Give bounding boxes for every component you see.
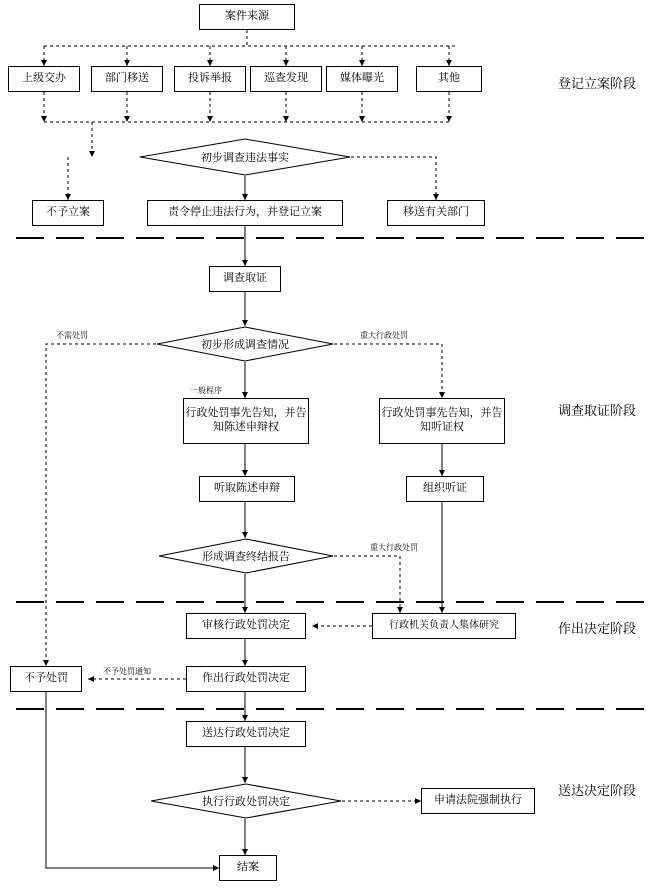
node-execute-penalty-decision-label: 执行行政处罚决定 — [202, 796, 290, 808]
node-make-penalty-decision[interactable] — [186, 666, 306, 692]
stage-label-service: 送达决定阶段 — [558, 783, 637, 798]
node-order-stop-illegal[interactable] — [147, 200, 343, 226]
node-final-investigation-report-label: 形成调查终结报告 — [202, 551, 290, 563]
node-form-investigation-label: 初步形成调查情况 — [201, 339, 289, 351]
node-label: 投诉举报 — [188, 72, 232, 85]
stage-label-decision: 作出决定阶段 — [558, 621, 637, 636]
node-apply-court-enforcement[interactable] — [421, 788, 535, 814]
stage-label-investigation: 调查取证阶段 — [558, 403, 637, 418]
node-investigate-evidence[interactable] — [209, 266, 281, 292]
node-organize-hearing[interactable] — [406, 476, 484, 502]
node-complaint-report[interactable] — [174, 66, 246, 92]
edge-label-no-penalty-needed: 不需处罚 — [56, 331, 88, 340]
node-label: 移送有关部门 — [403, 206, 469, 219]
node-label: 申请法院强制执行 — [434, 794, 522, 807]
node-no-penalty[interactable] — [10, 666, 82, 692]
node-label: 上级交办 — [22, 72, 66, 85]
node-label: 不予立案 — [46, 206, 90, 219]
node-label: 调查取证 — [223, 272, 267, 285]
node-label: 作出行政处罚决定 — [202, 672, 290, 685]
node-label: 其他 — [438, 72, 460, 85]
node-label: 组织听证 — [423, 482, 467, 495]
node-collective-research[interactable] — [372, 613, 516, 639]
node-label: 巡查发现 — [264, 72, 308, 85]
node-other-source[interactable] — [416, 66, 482, 92]
node-label: 听取陈述申辩 — [214, 482, 280, 495]
node-hear-statement-defense[interactable] — [199, 476, 295, 502]
stage-label-registration: 登记立案阶段 — [558, 76, 637, 91]
node-label: 送达行政处罚决定 — [202, 727, 290, 740]
node-case-source[interactable] — [199, 4, 295, 30]
node-serve-penalty-decision[interactable] — [186, 721, 306, 747]
node-close-case[interactable] — [219, 855, 277, 881]
edge-label-no-penalty-notice: 不予处罚通知 — [103, 667, 151, 676]
node-label: 媒体曝光 — [340, 72, 384, 85]
node-label: 案件来源 — [225, 10, 269, 23]
node-transfer-department[interactable] — [387, 200, 485, 226]
node-label: 部门移送 — [105, 72, 149, 85]
node-admin-penalty-notice-defense[interactable] — [183, 398, 309, 444]
node-label: 行政机关负责人集体研究 — [389, 619, 499, 631]
edge-label-major-penalty-1: 重大行政处罚 — [360, 331, 408, 340]
node-label: 行政处罚事先告知，并告知陈述申辩权 — [185, 407, 307, 433]
node-admin-penalty-notice-hearing[interactable] — [379, 398, 505, 444]
edge-label-major-penalty-2: 重大行政处罚 — [370, 543, 418, 552]
node-label: 结案 — [237, 861, 259, 874]
node-label: 责令停止违法行为，并登记立案 — [168, 206, 322, 219]
node-label: 审核行政处罚决定 — [202, 619, 290, 632]
node-no-case-filing[interactable] — [32, 200, 104, 226]
node-inspection-found[interactable] — [250, 66, 322, 92]
node-superior-transfer[interactable] — [8, 66, 80, 92]
node-preliminary-investigation-label: 初步调查违法事实 — [201, 152, 289, 164]
node-label: 行政处罚事先告知，并告知听证权 — [381, 407, 503, 433]
node-review-penalty-decision[interactable] — [186, 613, 306, 639]
node-label: 不予处罚 — [24, 672, 68, 685]
edge-label-general-procedure: 一般程序 — [190, 386, 222, 395]
node-media-exposure[interactable] — [326, 66, 398, 92]
node-department-transfer[interactable] — [91, 66, 163, 92]
